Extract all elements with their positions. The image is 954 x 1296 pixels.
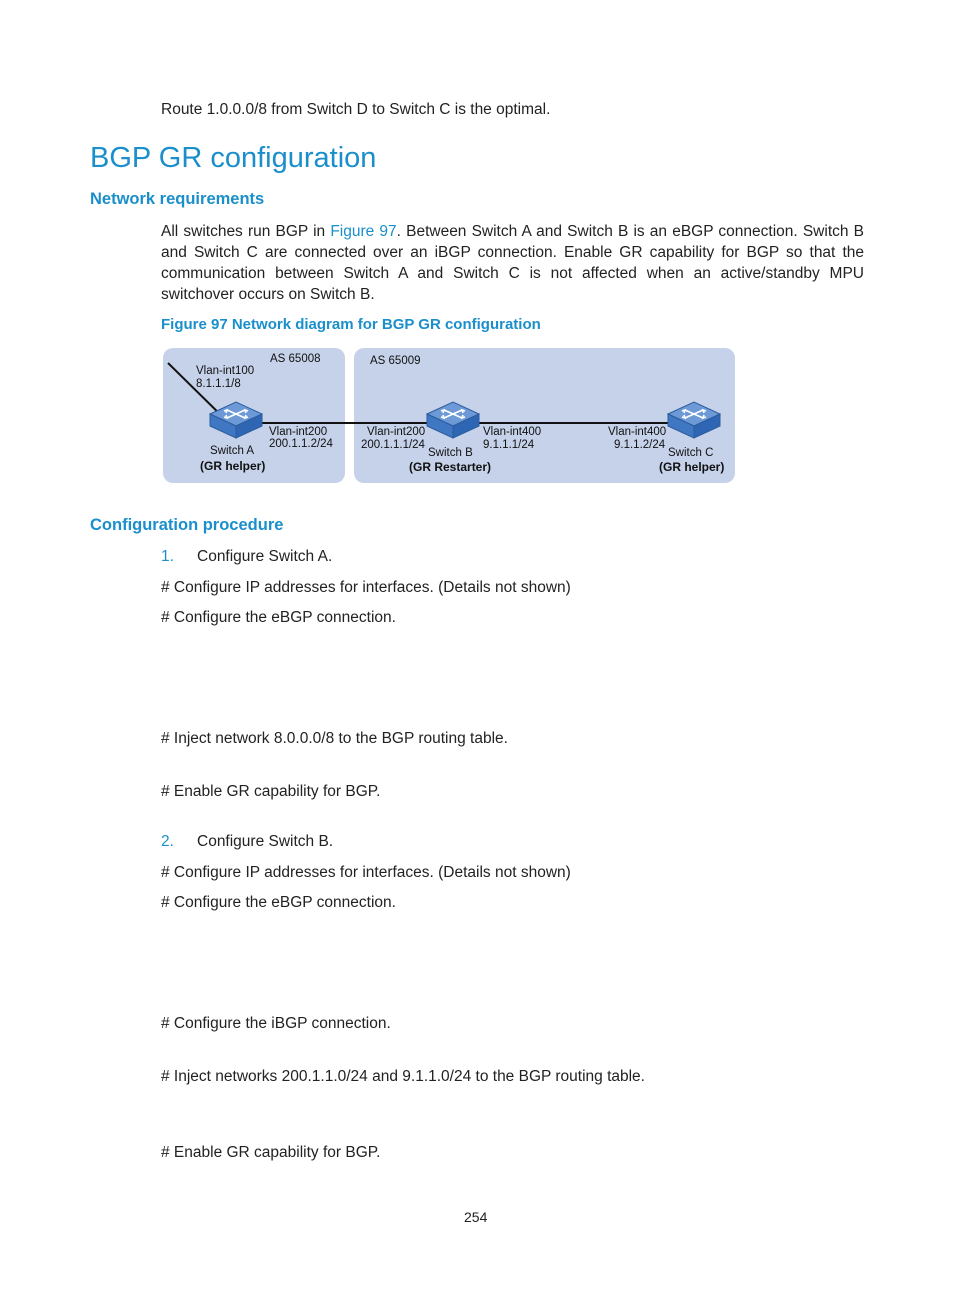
step-2-text: Configure Switch B. [197, 833, 334, 850]
switch-b-ip400-label: 9.1.1.1/24 [483, 439, 535, 451]
step-2-line-inject: # Inject networks 200.1.1.0/24 and 9.1.1.0/24 to the BGP routing table. [161, 1068, 645, 1085]
para-text-before-link: All switches run BGP in [161, 223, 331, 240]
step-1-line-gr: # Enable GR capability for BGP. [161, 783, 381, 800]
page-number: 254 [464, 1209, 488, 1225]
network-diagram [160, 344, 740, 488]
switch-c-role-text: GR helper [663, 460, 721, 474]
as-65008-label: AS 65008 [270, 353, 321, 365]
network-requirements-heading: Network requirements [90, 190, 265, 208]
switch-b-ip200-label: 200.1.1.1/24 [361, 439, 425, 451]
step-2-number: 2. [161, 833, 174, 850]
step-1-line-ip: # Configure IP addresses for interfaces. (Details not shown) [161, 579, 571, 596]
switch-b-if200-label: Vlan-int200 [367, 426, 426, 438]
step-2-line-gr: # Enable GR capability for BGP. [161, 1144, 381, 1161]
switch-b-role-text: GR Restarter [413, 460, 488, 474]
para-text-after-link: . Between Switch A and Switch B is an eBGP connection. Switch B and Switch C are connected over an iBGP connection. Enable GR capability for BGP so that the communication between Switch A and Switch C is not affected when an active/standby MPU switchover occurs on Switch B. [161, 223, 864, 303]
switch-b-if400-label: Vlan-int400 [483, 426, 542, 438]
step-1-line-inject: # Inject network 8.0.0.0/8 to the BGP routing table. [161, 730, 508, 747]
switch-c-role: (GR helper) [659, 460, 725, 474]
step-2-line-ibgp: # Configure the iBGP connection. [161, 1015, 391, 1032]
as-65009-label: AS 65009 [370, 355, 421, 367]
network-requirements-paragraph [161, 221, 864, 305]
switch-b-name: Switch B [428, 447, 473, 459]
step-2-line-ebgp: # Configure the eBGP connection. [161, 894, 396, 911]
configuration-procedure-heading: Configuration procedure [90, 516, 284, 534]
switch-c-ip400-label: 9.1.1.2/24 [614, 439, 666, 451]
switch-a-role: (GR helper) [200, 459, 266, 473]
switch-a-ip100-label: 8.1.1.1/8 [196, 378, 241, 390]
step-1-text: Configure Switch A. [197, 548, 333, 565]
switch-c-name: Switch C [668, 447, 714, 459]
step-1-line-ebgp: # Configure the eBGP connection. [161, 609, 396, 626]
switch-a-if200-label: Vlan-int200 [269, 426, 328, 438]
figure-97-link[interactable]: Figure 97 [330, 223, 397, 240]
section-title: BGP GR configuration [90, 142, 377, 174]
switch-b-role: (GR Restarter) [409, 460, 492, 474]
switch-c-if400-label: Vlan-int400 [608, 426, 667, 438]
switch-a-ip200-label: 200.1.1.2/24 [269, 438, 333, 450]
switch-a-if100-label: Vlan-int100 [196, 365, 255, 377]
step-1-number: 1. [161, 548, 174, 565]
intro-line: Route 1.0.0.0/8 from Switch D to Switch C is the optimal. [161, 101, 551, 118]
step-2-line-ip: # Configure IP addresses for interfaces. (Details not shown) [161, 864, 571, 881]
switch-a-role-text: GR helper [204, 459, 262, 473]
figure-caption: Figure 97 Network diagram for BGP GR configuration [161, 316, 541, 333]
switch-a-name: Switch A [210, 445, 255, 457]
